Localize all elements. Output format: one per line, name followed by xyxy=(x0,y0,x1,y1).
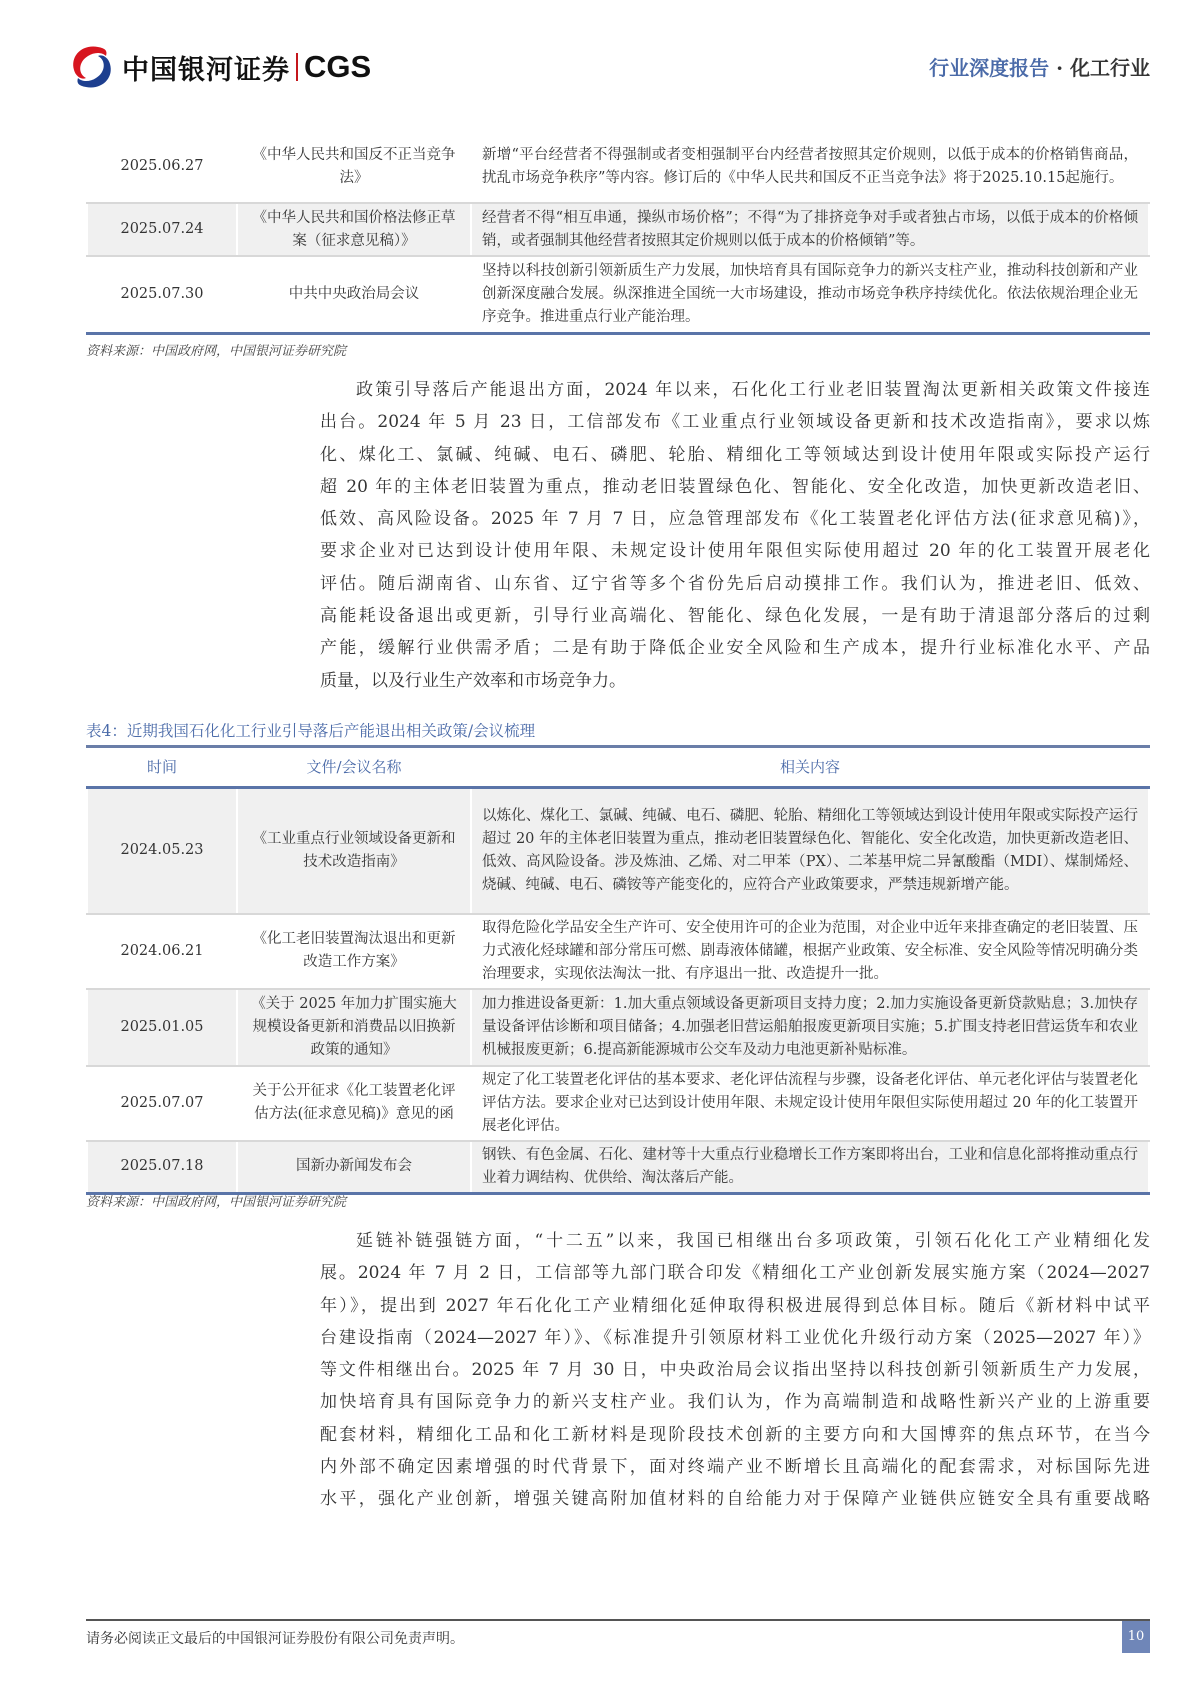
galaxy-logo-icon xyxy=(68,44,116,90)
cell-content: 以炼化、煤化工、氯碱、纯碱、电石、磷肥、轮胎、精细化工等领域达到设计使用年限或实际投产运行超过 20 年的主体老旧装置为重点，推动老旧装置绿色化、智能化、安全化改造，加快更新改造老旧、低效、高风险设备。涉及炼油、乙烯、对二甲苯（PX）、二苯基甲烷二异氰酸酯（MDI）、煤制烯烃、烧碱、纯碱、电石、磷铵等产能变化的，应符合产业政策要求，严禁违规新增产能。 xyxy=(471,788,1149,914)
table2-source: 资料来源：中国政府网，中国银河证券研究院 xyxy=(86,1195,347,1210)
policy-table-continued xyxy=(86,131,1150,335)
policy-table xyxy=(86,745,1150,1195)
cell-date: 2025.07.07 xyxy=(87,1066,237,1141)
paragraph-chain-extension xyxy=(320,1225,1150,1516)
paragraph-line: 化、煤化工、氯碱、纯碱、电石、磷肥、轮胎、精细化工等领域达到设计使用年限或实际投产运行 xyxy=(320,444,1150,465)
table-header-row xyxy=(87,747,1149,788)
brand-logo xyxy=(68,44,371,90)
header-name: 文件/会议名称 xyxy=(237,747,471,788)
table2-caption: 表4：近期我国石化化工行业引导落后产能退出相关政策/会议梳理 xyxy=(86,722,536,740)
paragraph-line: 政策引导落后产能退出方面，2024 年以来，石化化工行业老旧装置淘汰更新相关政策文件接连 xyxy=(356,380,1150,400)
paragraph-line: 要求企业对已达到设计使用年限、未规定设计使用年限但实际使用超过 20 年的化工装置开展老化 xyxy=(320,541,1150,562)
table-row xyxy=(87,203,1149,256)
footer-divider xyxy=(86,1619,1150,1621)
cell-name: 中共中央政治局会议 xyxy=(237,256,471,333)
cell-date: 2025.07.18 xyxy=(87,1141,237,1194)
cell-date: 2025.07.30 xyxy=(87,256,237,333)
tagline-separator: · xyxy=(1056,56,1064,80)
cell-name: 《工业重点行业领域设备更新和技术改造指南》 xyxy=(237,788,471,914)
table-row xyxy=(87,256,1149,333)
table1-source: 资料来源：中国政府网，中国银河证券研究院 xyxy=(86,344,347,359)
paragraph-line: 展。2024 年 7 月 2 日，工信部等九部门联合印发《精细化工产业创新发展实施方案（2024—2027 xyxy=(320,1263,1150,1284)
paragraph-line: 加快培育具有国际竞争力的新兴支柱产业。我们认为，作为高端制造和战略性新兴产业的上游重要 xyxy=(320,1392,1150,1413)
paragraph-line: 质量，以及行业生产效率和市场竞争力。 xyxy=(320,670,626,691)
paragraph-line: 水平，强化产业创新，增强关键高附加值材料的自给能力对于保障产业链供应链安全具有重要战略 xyxy=(320,1489,1150,1510)
table-row xyxy=(87,914,1149,989)
logo-divider xyxy=(296,53,298,81)
industry-name: 化工行业 xyxy=(1070,56,1150,80)
table-row xyxy=(87,131,1149,203)
paragraph-line: 超 20 年的主体老旧装置为重点，推动老旧装置绿色化、智能化、安全化改造，加快更新改造老旧、 xyxy=(320,476,1151,497)
cell-date: 2024.06.21 xyxy=(87,914,237,989)
report-type xyxy=(929,52,1150,81)
paragraph-line: 出台。2024 年 5 月 23 日，工信部发布《工业重点行业领域设备更新和技术改造指南》，要求以炼 xyxy=(320,412,1150,433)
cell-date: 2025.07.24 xyxy=(87,203,237,256)
paragraph-capacity-exit xyxy=(320,374,1150,697)
paragraph-line: 高能耗设备退出或更新，引导行业高端化、智能化、绿色化发展，一是有助于清退部分落后的过剩 xyxy=(320,606,1150,627)
paragraph-line: 延链补链强链方面，“十二五”以来，我国已相继出台多项政策，引领石化化工产业精细化发 xyxy=(356,1231,1150,1251)
cell-name: 《化工老旧装置淘汰退出和更新改造工作方案》 xyxy=(237,914,471,989)
logo-english-name: CGS xyxy=(304,49,372,84)
cell-date: 2025.01.05 xyxy=(87,989,237,1066)
paragraph-line: 产能，缓解行业供需矛盾；二是有助于降低企业安全风险和生产成本，提升行业标准化水平、产品 xyxy=(320,638,1150,659)
cell-content: 钢铁、有色金属、石化、建材等十大重点行业稳增长工作方案即将出台，工业和信息化部将推动重点行业着力调结构、优供给、淘汰落后产能。 xyxy=(471,1141,1149,1194)
header-content: 相关内容 xyxy=(471,747,1149,788)
cell-name: 国新办新闻发布会 xyxy=(237,1141,471,1194)
table-row xyxy=(87,1141,1149,1194)
paragraph-line: 台建设指南（2024—2027 年）》、《标准提升引领原材料工业优化升级行动方案（2025—2027 年）》 xyxy=(320,1327,1150,1348)
cell-content: 经营者不得“相互串通，操纵市场价格”；不得“为了排挤竞争对手或者独占市场，以低于成本的价格倾销，或者强制其他经营者按照其定价规则以低于成本的价格倾销”等。 xyxy=(471,203,1149,256)
logo-chinese-name: 中国银河证券 xyxy=(122,54,290,86)
cell-content: 加力推进设备更新：1.加大重点领域设备更新项目支持力度；2.加力实施设备更新贷款贴息；3.加快存量设备评估诊断和项目储备；4.加强老旧营运船舶报废更新项目实施；5.扩围支持老旧营运货车和农业机械报废更新；6.提高新能源城市公交车及动力电池更新补贴标准。 xyxy=(471,989,1149,1066)
cell-name: 《中华人民共和国反不正当竞争法》 xyxy=(237,131,471,203)
cell-name: 《关于 2025 年加力扩围实施大规模设备更新和消费品以旧换新政策的通知》 xyxy=(237,989,471,1066)
paragraph-line: 等文件相继出台。2025 年 7 月 30 日，中央政治局会议指出坚持以科技创新引领新质生产力发展， xyxy=(320,1360,1150,1381)
page-number: 10 xyxy=(1122,1621,1150,1653)
paragraph-line: 评估。随后湖南省、山东省、辽宁省等多个省份先后启动摸排工作。我们认为，推进老旧、低效、 xyxy=(320,573,1150,594)
table-row xyxy=(87,788,1149,914)
table-row xyxy=(87,1066,1149,1141)
paragraph-line: 配套材料，精细化工品和化工新材料是现阶段技术创新的主要方向和大国博弈的焦点环节，在当今 xyxy=(320,1424,1150,1445)
header-date: 时间 xyxy=(87,747,237,788)
cell-content: 新增“平台经营者不得强制或者变相强制平台内经营者按照其定价规则，以低于成本的价格销售商品，扰乱市场竞争秩序”等内容。修订后的《中华人民共和国反不正当竞争法》将于2025.10.15起施行。 xyxy=(471,131,1149,203)
table-row xyxy=(87,989,1149,1066)
cell-content: 取得危险化学品安全生产许可、安全使用许可的企业为范围，对企业中近年来排查确定的老旧装置、压力式液化烃球罐和部分常压可燃、剧毒液体储罐，根据产业政策、安全标准、安全风险等情况明确分类治理要求，实现依法淘汰一批、有序退出一批、改造提升一批。 xyxy=(471,914,1149,989)
paragraph-line: 年）》，提出到 2027 年石化化工产业精细化延伸取得积极进展得到总体目标。随后《新材料中试平 xyxy=(320,1295,1150,1316)
paragraph-line: 低效、高风险设备。2025 年 7 月 7 日，应急管理部发布《化工装置老化评估方法(征求意见稿)》， xyxy=(320,509,1150,530)
paragraph-line: 内外部不确定因素增强的时代背景下，面对终端产业不断增长且高端化的配套需求，对标国际先进 xyxy=(320,1457,1150,1478)
report-category: 行业深度报告 xyxy=(929,56,1050,80)
cell-content: 规定了化工装置老化评估的基本要求、老化评估流程与步骤，设备老化评估、单元老化评估与装置老化评估方法。要求企业对已达到设计使用年限、未规定设计使用年限但实际使用超过 20 年的化工装置开展老化评估。 xyxy=(471,1066,1149,1141)
cell-date: 2024.05.23 xyxy=(87,788,237,914)
cell-name: 关于公开征求《化工装置老化评估方法(征求意见稿)》意见的函 xyxy=(237,1066,471,1141)
cell-content: 坚持以科技创新引领新质生产力发展，加快培育具有国际竞争力的新兴支柱产业，推动科技创新和产业创新深度融合发展。纵深推进全国统一大市场建设，推动市场竞争秩序持续优化。依法依规治理企业无序竞争。推进重点行业产能治理。 xyxy=(471,256,1149,333)
cell-name: 《中华人民共和国价格法修正草案（征求意见稿）》 xyxy=(237,203,471,256)
cell-date: 2025.06.27 xyxy=(87,131,237,203)
footer-disclaimer: 请务必阅读正文最后的中国银河证券股份有限公司免责声明。 xyxy=(86,1631,464,1647)
